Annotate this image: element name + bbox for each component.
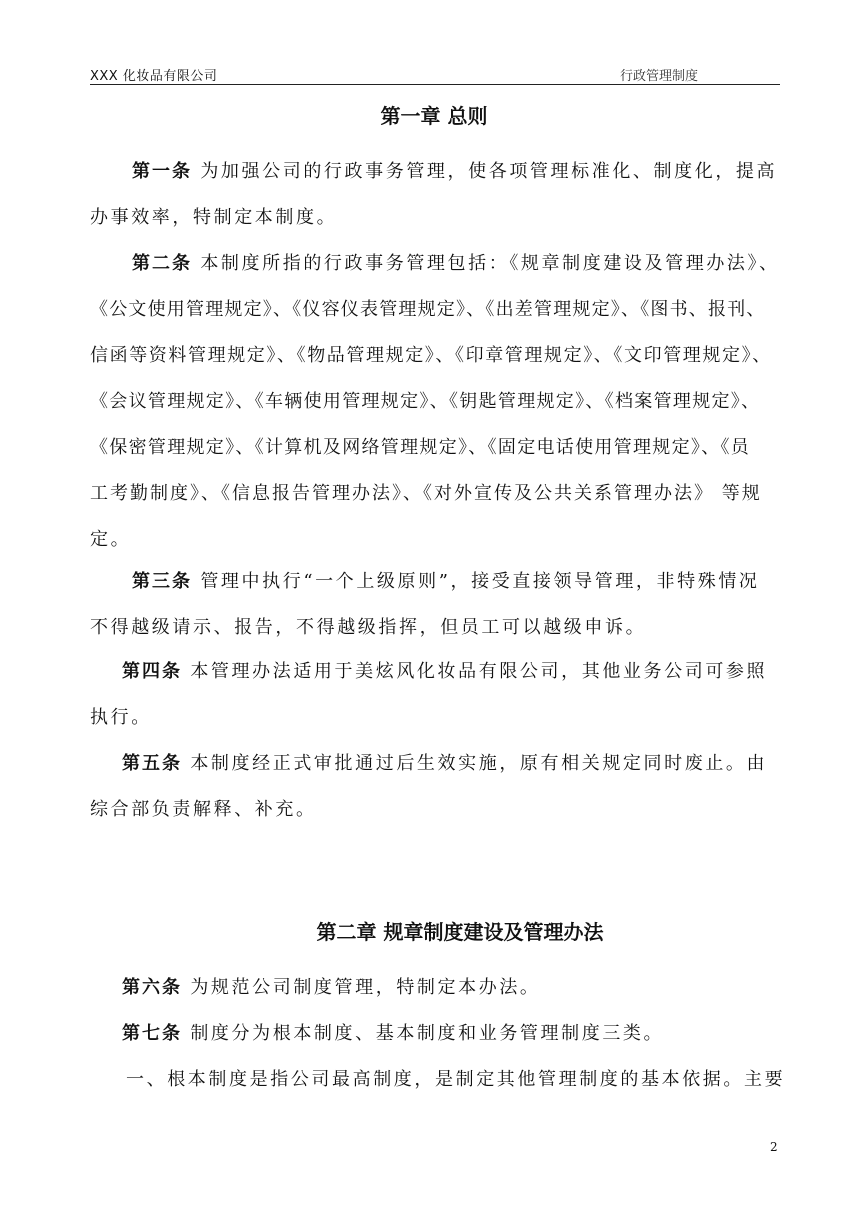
article-2-line-1 [132, 252, 832, 276]
article-3-line-2: 不得越级请示、报告，不得越级指挥，但员工可以越级申诉。 [90, 617, 647, 638]
article-7-label: 第七条 [122, 1023, 182, 1044]
article-1-label: 第一条 [132, 161, 192, 182]
article-3-label: 第三条 [132, 571, 192, 592]
article-2-label: 第二条 [132, 253, 192, 274]
article-4-label: 第四条 [122, 661, 182, 682]
article-2-text-1: 本制度所指的行政事务管理包括：《规章制度建设及管理办法》、 [200, 253, 780, 274]
company-name: XXX 化妆品有限公司 [90, 69, 218, 84]
article-4-text-1: 本管理办法适用于美炫风化妆品有限公司，其他业务公司可参照 [190, 661, 768, 682]
article-7-text-1: 制度分为根本制度、基本制度和业务管理制度三类。 [190, 1023, 665, 1044]
item-1-line-1: 一、根本制度是指公司最高制度，是制定其他管理制度的基本依据。主要 [126, 1069, 786, 1090]
article-5-line-2: 综合部负责解释、补充。 [90, 799, 317, 820]
article-5-text-1: 本制度经正式审批通过后生效实施，原有相关规定同时废止。由 [190, 753, 768, 774]
article-5-line-1 [122, 752, 822, 776]
article-1-line-1 [132, 160, 832, 184]
chapter-2-title: 第二章 规章制度建设及管理办法 [316, 920, 604, 944]
article-4-line-1 [122, 660, 822, 684]
article-7-line-1 [122, 1022, 822, 1046]
article-1-text-1: 为加强公司的行政事务管理，使各项管理标准化、制度化，提高 [200, 161, 778, 182]
page-number: 2 [770, 1140, 778, 1154]
article-3-text-1: 管理中执行“一个上级原则”，接受直接领导管理，非特殊情况 [200, 571, 760, 592]
article-6-line-1 [122, 976, 822, 1000]
article-6-label: 第六条 [122, 977, 182, 998]
article-2-line-7: 定。 [90, 529, 132, 550]
article-4-line-2: 执行。 [90, 707, 152, 728]
article-2-line-5: 《保密管理规定》、《计算机及网络管理规定》、《固定电话使用管理规定》、《员 [90, 437, 751, 458]
article-2-line-4: 《会议管理规定》、《车辆使用管理规定》、《钥匙管理规定》、《档案管理规定》、 [90, 391, 761, 412]
document-type: 行政管理制度 [620, 69, 699, 84]
article-2-line-2: 《公文使用管理规定》、《仪容仪表管理规定》、《出差管理规定》、《图书、报刊、 [90, 299, 766, 320]
article-3-line-1 [132, 570, 832, 594]
page-header [90, 62, 780, 85]
article-1-line-2: 办事效率，特制定本制度。 [90, 207, 338, 228]
article-2-line-6: 工考勤制度》、《信息报告管理办法》、《对外宣传及公共关系管理办法》 等规 [90, 483, 762, 504]
article-2-line-3: 信函等资料管理规定》、《物品管理规定》、《印章管理规定》、《文印管理规定》、 [90, 345, 772, 366]
article-6-text-1: 为规范公司制度管理，特制定本办法。 [190, 977, 541, 998]
chapter-1-title: 第一章 总则 [380, 104, 488, 128]
article-5-label: 第五条 [122, 753, 182, 774]
